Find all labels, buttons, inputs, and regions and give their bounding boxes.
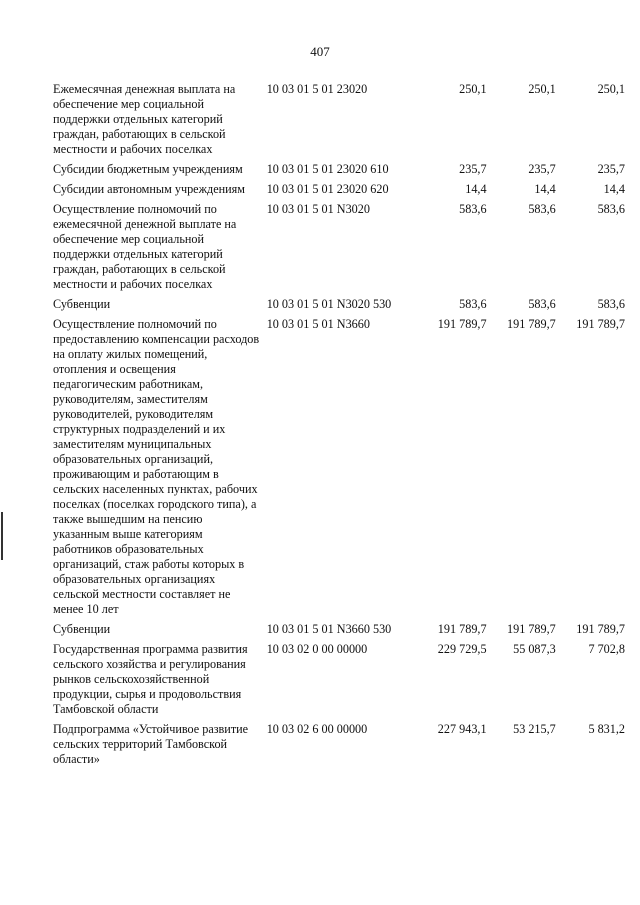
row-value-1: 250,1	[459, 82, 487, 96]
row-name: Осуществление полномочий по предоставлению компенсации расходов на оплату жилых помещений, отопления и освещения педагогическим работникам, руководителям, заместителям руководителей, руководителям структурных подразделений и их заместителям муниципальных образовательных организаций, проживающим и работающим в сельских населенных пунктах, рабочих поселках (поселках городского типа), а также вышедшим на пенсию указанным выше категориям работников образовательных организаций, стаж работы которых в образовательных организациях сельской местности составляет не менее 10 лет	[53, 317, 260, 616]
row-value-1: 583,6	[459, 202, 487, 216]
row-value-2: 583,6	[528, 297, 556, 311]
page-number: 407	[310, 44, 330, 59]
row-value-3: 191 789,7	[576, 622, 625, 636]
row-code: 10 03 01 5 01 N3020	[266, 202, 370, 216]
table-row	[53, 622, 625, 642]
row-code: 10 03 01 5 01 N3020 530	[266, 297, 392, 311]
row-value-1: 191 789,7	[437, 622, 487, 636]
table-row	[53, 317, 625, 622]
row-value-3: 191 789,7	[576, 317, 625, 331]
table-row	[53, 182, 625, 202]
row-value-2: 235,7	[528, 162, 556, 176]
row-value-1: 583,6	[459, 297, 487, 311]
row-code: 10 03 02 0 00 00000	[266, 642, 368, 656]
row-code: 10 03 01 5 01 N3660	[266, 317, 370, 331]
row-code: 10 03 01 5 01 23020 620	[266, 182, 389, 196]
row-value-2: 250,1	[528, 82, 556, 96]
row-name: Субсидии бюджетным учреждениям	[53, 162, 243, 176]
table-row	[53, 297, 625, 317]
row-value-2: 14,4	[534, 182, 556, 196]
row-value-3: 5 831,2	[588, 722, 625, 736]
row-code: 10 03 02 6 00 00000	[266, 722, 368, 736]
row-value-2: 55 087,3	[513, 642, 556, 656]
row-value-1: 191 789,7	[437, 317, 487, 331]
table-row	[53, 82, 625, 162]
row-code: 10 03 01 5 01 N3660 530	[266, 622, 392, 636]
table-row	[53, 202, 625, 297]
row-name: Субвенции	[53, 622, 111, 636]
table-row	[53, 642, 625, 722]
row-value-3: 14,4	[603, 182, 625, 196]
row-name: Ежемесячная денежная выплата на обеспечение мер социальной поддержки отдельных категорий граждан, работающих в сельской местности и рабочих поселках	[53, 82, 236, 156]
row-value-3: 235,7	[597, 162, 625, 176]
scan-margin-mark	[1, 512, 3, 560]
row-value-3: 583,6	[597, 202, 625, 216]
row-value-1: 235,7	[459, 162, 487, 176]
row-name: Осуществление полномочий по ежемесячной денежной выплате на обеспечение мер социальной поддержки отдельных категорий граждан, работающих в сельской местности и рабочих поселках	[53, 202, 237, 291]
row-value-3: 250,1	[597, 82, 625, 96]
row-name: Субсидии автономным учреждениям	[53, 182, 245, 196]
row-name: Государственная программа развития сельского хозяйства и регулирования рынков сельскохозяйственной продукции, сырья и продовольствия Тамбовской области	[53, 642, 248, 716]
row-value-3: 7 702,8	[588, 642, 625, 656]
budget-table	[53, 82, 625, 772]
row-name: Субвенции	[53, 297, 111, 311]
row-value-2: 583,6	[528, 202, 556, 216]
row-value-1: 229 729,5	[437, 642, 487, 656]
row-code: 10 03 01 5 01 23020 610	[266, 162, 389, 176]
row-value-1: 14,4	[465, 182, 487, 196]
row-value-2: 191 789,7	[507, 622, 556, 636]
row-value-1: 227 943,1	[437, 722, 487, 736]
row-value-2: 53 215,7	[513, 722, 556, 736]
row-value-3: 583,6	[597, 297, 625, 311]
table-row	[53, 162, 625, 182]
table-row	[53, 722, 625, 772]
row-name: Подпрограмма «Устойчивое развитие сельских территорий Тамбовской области»	[53, 722, 249, 766]
row-value-2: 191 789,7	[507, 317, 556, 331]
row-code: 10 03 01 5 01 23020	[266, 82, 368, 96]
